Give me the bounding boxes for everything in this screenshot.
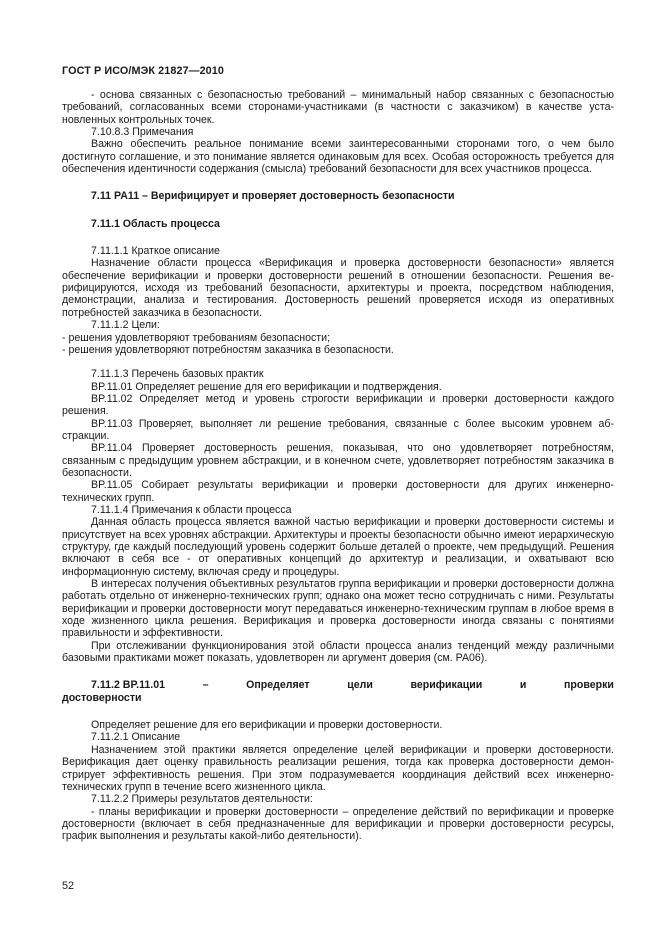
practice-item: BP.11.04 Проверяет достоверность решения, показывая, что оно удовлетворяет потребностям, связанным с предыдущим уровнем абстракции, и в конечном счете, удовлетворяет потребностям заказчика в безопасности. (62, 442, 614, 479)
heading-word: – (202, 679, 209, 692)
practice-item: BP.11.03 Проверяет, выполняет ли решение требования, связанные с более высоким уровнем абстракции. (62, 417, 614, 442)
subsection-heading: 7.11.1 Область процесса (91, 217, 220, 230)
subsection-label: 7.11.2.1 Описание (91, 731, 181, 744)
page-number: 52 (62, 880, 75, 892)
subsection-label: 7.11.1.1 Краткое описание (91, 245, 220, 258)
subsection-label: 7.11.2.2 Примеры результатов деятельности: (91, 793, 313, 806)
paragraph: Определяет решение для его верификации и проверки достоверности. (91, 719, 443, 732)
heading-word: 7.11.2 BP.11.01 (91, 679, 166, 692)
practice-item: BP.11.02 Определяет метод и уровень строгости верификации и проверки достоверности каждого решения. (62, 392, 614, 418)
page-body (62, 89, 614, 843)
heading-word: Определяет (246, 679, 310, 692)
running-header: ГОСТ Р ИСО/МЭК 21827—2010 (62, 65, 224, 77)
subsection-label: 7.10.8.3 Примечания (91, 126, 194, 139)
heading-word: цели (347, 679, 373, 692)
practice-item: BP.11.05 Собирает результаты верификации и проверки достоверности для других инженерно-технических групп. (62, 479, 614, 504)
paragraph: Назначение области процесса «Верификация и проверка достоверности безопасности» является обеспечение верификации и проверки достоверности решений в отношении безопасности. Решения верифицируются, исходя из требований безопасности, архитектуры и проекта, посредством наблюдения, демонстрации, анализа и тестирования. Достоверность решений проверяется исходя из оперативных потребностей заказчика в безопасности. (62, 257, 614, 319)
paragraph: Назначением этой практики является определение целей верификации и проверки достоверности. Верификация дает оценку правильность реализации решения, тогда как проверка достоверности демонстрирует эффективность решения. При этом подразумевается координация действий всех инженерно-технических групп в течение всего жизненного цикла. (62, 743, 614, 793)
section-heading: 7.11 PA11 – Верифицирует и проверяет достоверность безопасности (91, 190, 455, 203)
paragraph: В интересах получения объективных результатов группа верификации и проверки достоверности должна работать отдельно от инженерно-технических групп; однако она может тесно сотрудничать с ними. Результаты верификации и проверки достоверности могут передаваться инженерно-техническим группам в любое время в ходе жизненного цикла решения. Верификация и проверка достоверности иногда связаны с понятиями правильности и эффективности. (62, 578, 614, 640)
list-item: - планы верификации и проверки достоверности – определение действий по верификации и проверке достоверности (включает в себя предназначенные для верификации и проверки достоверности ресурсы, график выполнения и результаты какой-либо деятельности). (62, 805, 614, 843)
paragraph: Данная область процесса является важной частью верификации и проверки достоверности системы и присутствует на всех уровнях абстракции. Архитектуры и проекты безопасности обычно имеют иерархическую структуру, где каждый последующий уровень содержит больше деталей о проекте, чем предыдущий. Решения включают в себя все - от оперативных концепций до архитектур и реализации, и охватывают всю информационную систему, включая среду и процедуры. (62, 516, 614, 578)
list-item: - решения удовлетворяют требованиям безопасности; (62, 331, 331, 344)
paragraph: При отслеживании функционирования этой области процесса анализ тенденций между различными базовыми практиками может показать, удовлетворен ли аргумент доверия (см. PA06). (62, 639, 614, 665)
paragraph: - основа связанных с безопасностью требований – минимальный набор связанных с безопасностью требований, согласованных всеми сторонами-участниками (в частности с заказчиком) в качестве установленных контрольных точек. (62, 89, 614, 126)
practice-item: BP.11.01 Определяет решение для его верификации и подтверждения. (91, 380, 442, 393)
subsection-label: 7.11.1.2 Цели: (91, 319, 160, 332)
subsection-label: 7.11.1.3 Перечень базовых практик (91, 368, 264, 381)
heading-word: верификации (410, 679, 483, 692)
list-item: - решения удовлетворяют потребностям заказчика в безопасности. (62, 343, 394, 356)
paragraph: Важно обеспечить реальное понимание всеми заинтересованными сторонами того, о чем было достигнуто соглашение, и это понимание является одинаковым для всех. Особая осторожность требуется для обеспечения идентичности содержания (смысла) требований безопасности для всех участников процесса. (62, 138, 614, 176)
subsection-heading (62, 679, 614, 691)
subsection-label: 7.11.1.4 Примечания к области процесса (91, 503, 292, 516)
heading-word: проверки (564, 679, 614, 692)
heading-continuation: достоверности (62, 691, 142, 704)
heading-word: и (519, 679, 527, 692)
